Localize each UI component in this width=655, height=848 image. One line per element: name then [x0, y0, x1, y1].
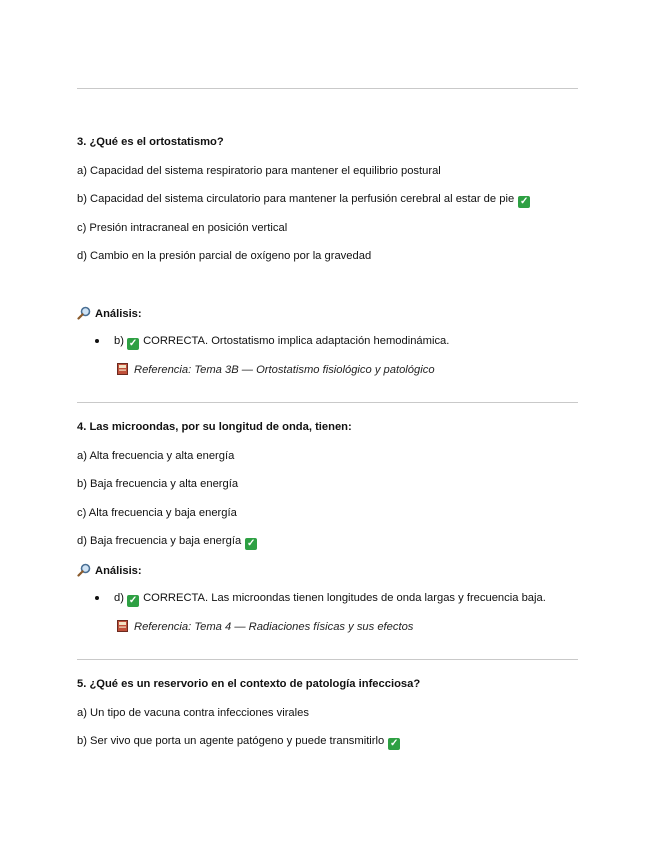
q4-option-d [77, 534, 257, 550]
divider [77, 659, 578, 660]
q4-reference [117, 620, 413, 634]
question-3-title: 3. ¿Qué es el ortostatismo? [77, 136, 224, 148]
q4-analysis-heading [77, 563, 142, 578]
q4-answer-text: CORRECTA. Las microondas tienen longitudes de onda largas y frecuencia baja. [143, 592, 546, 604]
check-mark-icon: ✓ [128, 595, 138, 606]
q3-option-a: a) Capacidad del sistema respiratorio para mantener el equilibrio postural [77, 165, 441, 177]
q3-option-c: c) Presión intracraneal en posición vertical [77, 222, 288, 234]
book-icon [117, 363, 128, 375]
q4-option-d-text: d) Baja frecuencia y baja energía [77, 535, 242, 547]
q3-option-d: d) Cambio en la presión parcial de oxígeno por la gravedad [77, 250, 372, 262]
q3-analysis-item [114, 334, 449, 350]
check-mark-icon: ✓ [519, 196, 529, 207]
q3-analysis-label: Análisis: [95, 308, 142, 320]
q3-option-b-text: b) Capacidad del sistema circulatorio para mantener la perfusión cerebral al estar de pie [77, 193, 515, 205]
q5-option-b-text: b) Ser vivo que porta un agente patógeno y puede transmitirlo [77, 735, 385, 747]
q4-option-a: a) Alta frecuencia y alta energía [77, 450, 235, 462]
q4-reference-text: Referencia: Tema 4 — Radiaciones físicas y sus efectos [134, 621, 414, 633]
divider [77, 88, 578, 89]
bullet [95, 596, 99, 600]
magnifying-glass-icon [77, 306, 91, 320]
q3-option-b [77, 192, 530, 208]
check-mark-icon: ✓ [128, 338, 138, 349]
magnifying-glass-icon [77, 563, 91, 577]
q3-answer-letter: b) [114, 335, 124, 347]
bullet [95, 339, 99, 343]
q3-reference-text: Referencia: Tema 3B — Ortostatismo fisiológico y patológico [134, 364, 435, 376]
check-mark-icon: ✓ [390, 738, 399, 749]
q4-analysis-item [114, 591, 546, 607]
q5-option-a: a) Un tipo de vacuna contra infecciones virales [77, 707, 309, 719]
divider [77, 402, 578, 403]
q4-answer-letter: d) [114, 592, 124, 604]
q4-option-b: b) Baja frecuencia y alta energía [77, 478, 239, 490]
q3-analysis-heading [77, 306, 142, 321]
check-mark-icon: ✓ [246, 538, 256, 549]
q5-option-b [77, 734, 400, 750]
q4-analysis-label: Análisis: [95, 565, 142, 577]
q3-answer-text: CORRECTA. Ortostatismo implica adaptación hemodinámica. [143, 335, 450, 347]
q3-reference [117, 363, 435, 377]
question-5-title: 5. ¿Qué es un reservorio en el contexto de patología infecciosa? [77, 678, 421, 690]
q4-option-c: c) Alta frecuencia y baja energía [77, 507, 237, 519]
book-icon [117, 620, 128, 632]
question-4-title: 4. Las microondas, por su longitud de onda, tienen: [77, 421, 352, 433]
